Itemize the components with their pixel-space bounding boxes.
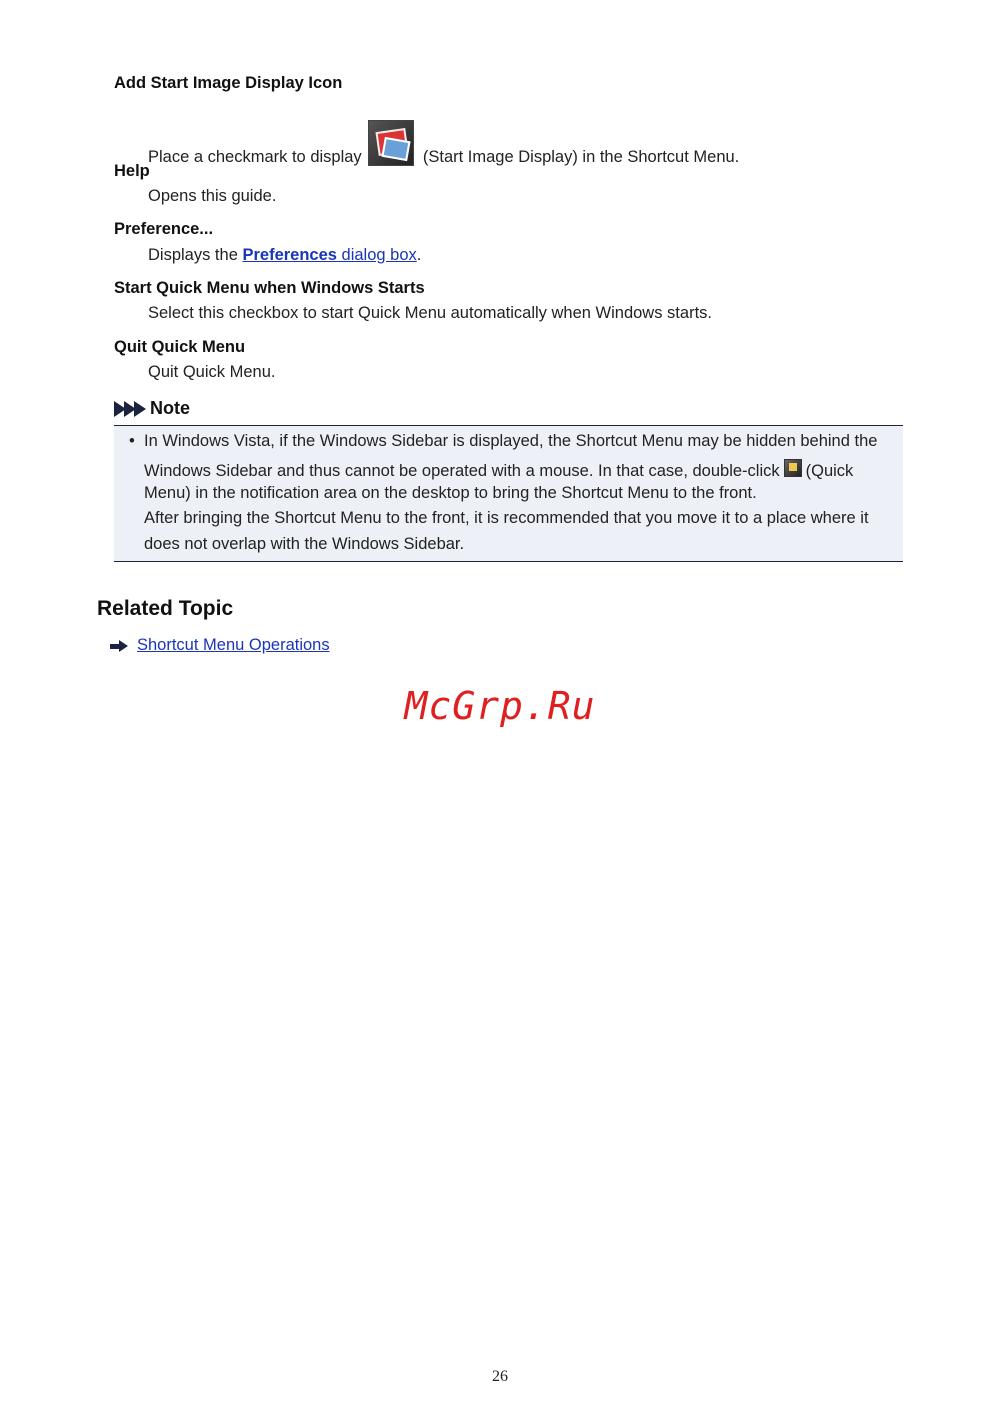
desc-help: Opens this guide. <box>148 187 277 205</box>
note-arrows-icon <box>114 401 144 417</box>
note-title: Note <box>150 398 190 418</box>
note-bullet: • <box>129 432 135 450</box>
term-add-start-image-display-icon: Add Start Image Display Icon <box>114 74 343 92</box>
term-preference: Preference... <box>114 220 214 238</box>
watermark-logo: McGrp.Ru <box>404 684 596 728</box>
note-line-2: Windows Sidebar and thus cannot be operated with a mouse. In that case, double-click (Quick <box>144 459 853 481</box>
quick-menu-icon <box>784 459 802 477</box>
page-number: 26 <box>492 1368 508 1385</box>
desc-text-after: . <box>416 246 422 264</box>
arrow-right-icon <box>110 640 128 652</box>
note-header <box>114 398 190 419</box>
desc-preference <box>148 246 421 265</box>
term-quit-quick-menu: Quit Quick Menu <box>114 338 246 356</box>
related-topic-item <box>110 636 330 655</box>
related-topic-heading: Related Topic <box>97 597 234 620</box>
note-line-4: After bringing the Shortcut Menu to the front, it is recommended that you move it to a place where it <box>144 509 869 527</box>
desc-add-start-image-display-icon <box>148 120 739 175</box>
term-help: Help <box>114 162 150 180</box>
term-start-quick-menu-when-windows-starts: Start Quick Menu when Windows Starts <box>114 279 425 297</box>
desc-quit-quick-menu: Quit Quick Menu. <box>148 363 276 381</box>
desc-text-after: (Start Image Display) in the Shortcut Menu. <box>422 148 740 166</box>
start-image-display-icon <box>368 120 414 166</box>
note-line-3: Menu) in the notification area on the desktop to bring the Shortcut Menu to the front. <box>144 484 757 502</box>
desc-text-before: Displays the <box>148 246 243 264</box>
desc-start-quick-menu: Select this checkbox to start Quick Menu automatically when Windows starts. <box>148 304 712 322</box>
note-line-1: In Windows Vista, if the Windows Sidebar is displayed, the Shortcut Menu may be hidden behind the <box>144 432 878 450</box>
note-line-5: does not overlap with the Windows Sidebar. <box>144 535 465 553</box>
desc-text-before: Place a checkmark to display <box>148 148 362 166</box>
preferences-dialog-link[interactable]: Preferences dialog box <box>242 246 417 264</box>
shortcut-menu-operations-link[interactable]: Shortcut Menu Operations <box>137 636 330 654</box>
